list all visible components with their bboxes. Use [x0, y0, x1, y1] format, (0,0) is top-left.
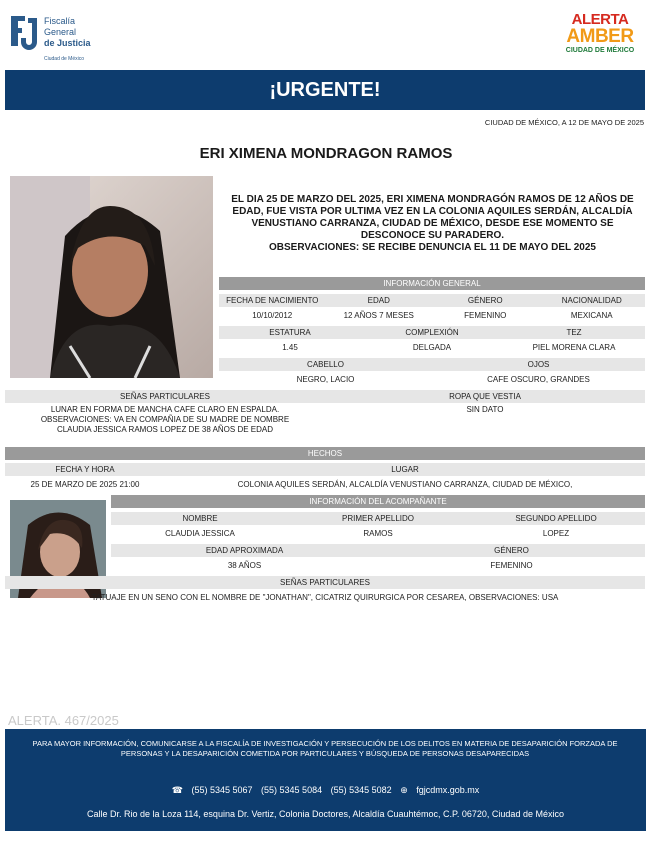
missing-person-photo: [10, 176, 213, 378]
label-hair: CABELLO: [219, 358, 432, 371]
value-build: DELGADA: [412, 343, 452, 352]
label-clothing: ROPA QUE VESTIA: [325, 390, 645, 403]
value-skin: PIEL MORENA CLARA: [532, 343, 616, 352]
alert-number: ALERTA. 467/2025: [8, 713, 119, 728]
value-comp-lastname2: LOPEZ: [542, 529, 570, 538]
footer-contacts: [5, 785, 646, 796]
phone-3: (55) 5345 5082: [330, 785, 392, 795]
value-birthdate: 10/10/2012: [252, 311, 293, 320]
website-link[interactable]: fgjcdmx.gob.mx: [416, 785, 480, 795]
label-eyes: OJOS: [432, 358, 645, 371]
label-nationality: NACIONALIDAD: [539, 294, 646, 307]
value-eyes: CAFE OSCURO, GRANDES: [487, 375, 590, 384]
label-comp-age: EDAD APROXIMADA: [111, 544, 378, 557]
phone-icon: ☎: [171, 785, 183, 795]
value-height: 1.45: [282, 343, 298, 352]
label-height: ESTATURA: [219, 326, 361, 339]
web-icon: ⊕: [400, 785, 408, 795]
alerta-amber-logo: ALERTA AMBER CIUDAD DE MÉXICO: [565, 11, 635, 54]
summary-text: EL DIA 25 DE MARZO DEL 2025, ERI XIMENA MONDRAGÓN RAMOS DE 12 AÑOS DE EDAD, FUE VISTA POR ULTIMA VEZ EN LA COLONIA AQUILES SERDÁN, ALCALDÍA VENUSTIANO CARRANZA, CIUDAD DE MÉXICO, DESDE ESE MOMENTO SE DESCONOCE SU PARADERO.: [231, 194, 634, 241]
urgent-banner: ¡URGENTE!: [5, 70, 645, 110]
footer-address: Calle Dr. Rio de la Loza 114, esquina Dr. Vertiz, Colonia Doctores, Alcaldía Cuauhtémoc, C.P. 06720, Ciudad de México: [87, 809, 564, 819]
fgj-logo: [8, 12, 118, 68]
value-datetime: 25 DE MARZO DE 2025 21:00: [30, 480, 140, 489]
label-place: LUGAR: [165, 463, 645, 476]
label-gender: GÉNERO: [432, 294, 539, 307]
general-info-header: INFORMACIÓN GENERAL: [219, 277, 645, 290]
value-distinguishing-marks: LUNAR EN FORMA DE MANCHA CAFE CLARO EN ESPALDA. OBSERVACIONES: VA EN COMPAÑIA DE SU MADRE DE NOMBRE CLAUDIA JESSICA RAMOS LOPEZ DE 38 AÑOS DE EDAD: [40, 405, 290, 434]
value-nationality: MEXICANA: [570, 311, 613, 320]
phone-2: (55) 5345 5084: [261, 785, 323, 795]
label-distinguishing-marks: SEÑAS PARTICULARES: [5, 390, 325, 403]
fgj-emblem-icon: [8, 12, 40, 52]
label-comp-lastname2: SEGUNDO APELLIDO: [467, 512, 645, 525]
value-clothing: SIN DATO: [466, 405, 504, 414]
value-comp-age: 38 AÑOS: [227, 561, 262, 570]
footer: [5, 729, 646, 831]
footer-info: PARA MAYOR INFORMACIÓN, COMUNICARSE A LA FISCALÍA DE INVESTIGACIÓN Y PERSECUCIÓN DE LOS DELITOS EN MATERIA DE DESAPARICIÓN FORZADA DE PERSONAS Y LA DESAPARICIÓN COMETIDA POR PARTICULARES Y BÚSQUEDA DE PERSONAS DESAPARECIDAS: [32, 739, 618, 758]
value-comp-lastname1: RAMOS: [363, 529, 393, 538]
label-comp-gender: GÉNERO: [378, 544, 645, 557]
label-datetime: FECHA Y HORA: [5, 463, 165, 476]
summary-observaciones: OBSERVACIONES: SE RECIBE DENUNCIA EL 11 DE MAYO DEL 2025: [269, 242, 596, 253]
label-age: EDAD: [326, 294, 433, 307]
value-comp-name: CLAUDIA JESSICA: [165, 529, 235, 538]
value-comp-marks: TATUAJE EN UN SENO CON EL NOMBRE DE "JONATHAN", CICATRIZ QUIRURGICA POR CESAREA, OBSERVACIONES: USA: [91, 593, 559, 602]
value-gender: FEMENINO: [464, 311, 507, 320]
facts-header: HECHOS: [5, 447, 645, 460]
label-comp-name: NOMBRE: [111, 512, 289, 525]
value-hair: NEGRO, LACIO: [296, 375, 355, 384]
label-birthdate: FECHA DE NACIMIENTO: [219, 294, 326, 307]
phone-1: (55) 5345 5067: [191, 785, 253, 795]
fgj-subtitle: Ciudad de México: [44, 56, 85, 62]
person-name: ERI XIMENA MONDRAGON RAMOS: [199, 145, 453, 162]
companion-header: INFORMACIÓN DEL ACOMPAÑANTE: [111, 495, 645, 508]
fgj-name: Fiscalía General de Justicia: [44, 16, 91, 48]
label-comp-marks: SEÑAS PARTICULARES: [5, 576, 645, 589]
case-summary: [225, 194, 640, 254]
value-comp-gender: FEMENINO: [490, 561, 533, 570]
label-build: COMPLEXIÓN: [361, 326, 503, 339]
value-place: COLONIA AQUILES SERDÁN, ALCALDÍA VENUSTIANO CARRANZA, CIUDAD DE MÉXICO,: [237, 480, 573, 489]
label-comp-lastname1: PRIMER APELLIDO: [289, 512, 467, 525]
value-age: 12 AÑOS 7 MESES: [343, 311, 414, 320]
label-skin: TEZ: [503, 326, 645, 339]
city-date: CIUDAD DE MÉXICO, A 12 DE MAYO DE 2025: [484, 118, 644, 127]
